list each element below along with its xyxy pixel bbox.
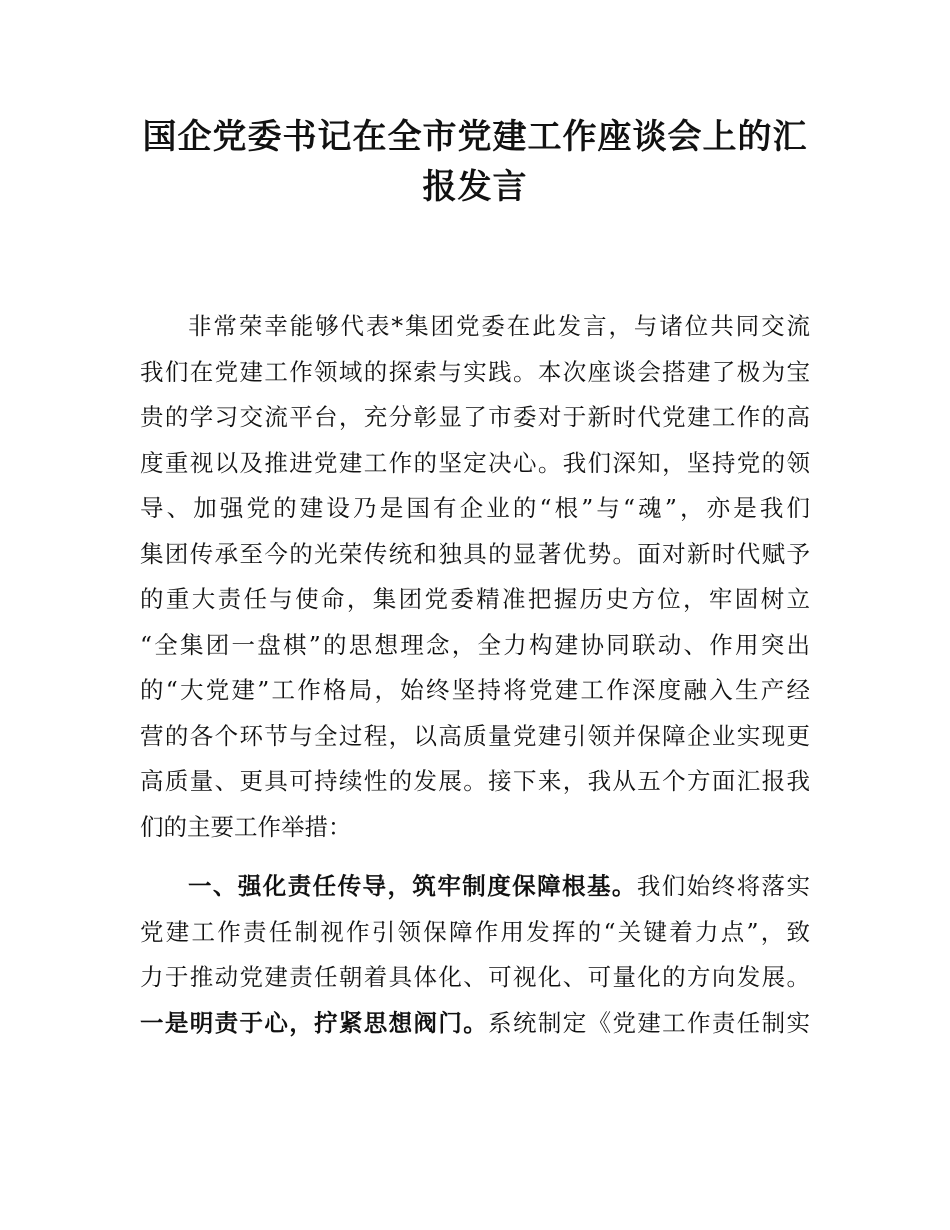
paragraph-line: 贵的学习交流平台，充分彰显了市委对于新时代党建工作的高 [140,403,810,431]
section-1-line1-rest: 我们始终将落实 [636,872,810,900]
title-line-1: 国企党委书记在全市党建工作座谈会上的汇 [142,117,808,157]
paragraph-line: 的重大责任与使命，集团党委精准把握历史方位，牢固树立 [140,585,810,613]
paragraph-gap [140,850,810,864]
paragraph-line: 高质量、更具可持续性的发展。接下来，我从五个方面汇报我 [140,767,810,795]
section-1-paragraph [140,864,810,1046]
paragraph-line: 导、加强党的建设乃是国有企业的“根”与“魂”，亦是我们 [140,494,810,522]
paragraph-line: 党建工作责任制视作引领保障作用发挥的“关键着力点”，致 [140,917,810,946]
paragraph-line: 营的各个环节与全过程，以高质量党建引领并保障企业实现更 [140,721,810,750]
section-1-first-line [140,864,810,910]
point-1-rest: 系统制定《党建工作责任制实 [488,1008,811,1037]
paragraph-line: 的“大党建”工作格局，始终坚持将党建工作深度融入生产经 [140,676,810,704]
document-title [140,112,810,212]
paragraph-line: 们的主要工作举措： [140,812,352,841]
paragraph-line: “全集团一盘棋”的思想理念，全力构建协同联动、作用突出 [140,630,810,659]
paragraph-line: 度重视以及推进党建工作的坚定决心。我们深知，坚持党的领 [140,448,810,477]
paragraph-line: 集团传承至今的光荣传统和独具的显著优势。面对新时代赋予 [140,539,810,568]
document-body [140,304,810,1046]
title-line-2: 报发言 [422,167,528,207]
paragraph-line: 我们在党建工作领域的探索与实践。本次座谈会搭建了极为宝 [140,357,810,386]
point-1-line [140,1001,810,1047]
paragraph-line: 力于推动党建责任朝着具体化、可视化、可量化的方向发展。 [140,963,810,991]
point-1-heading: 一是明责于心，拧紧思想阀门。 [140,1008,489,1037]
paragraph-line: 非常荣幸能够代表*集团党委在此发言，与诸位共同交流 [188,312,810,340]
intro-paragraph [140,304,810,850]
section-1-heading: 一、强化责任传导，筑牢制度保障根基。 [188,872,637,900]
